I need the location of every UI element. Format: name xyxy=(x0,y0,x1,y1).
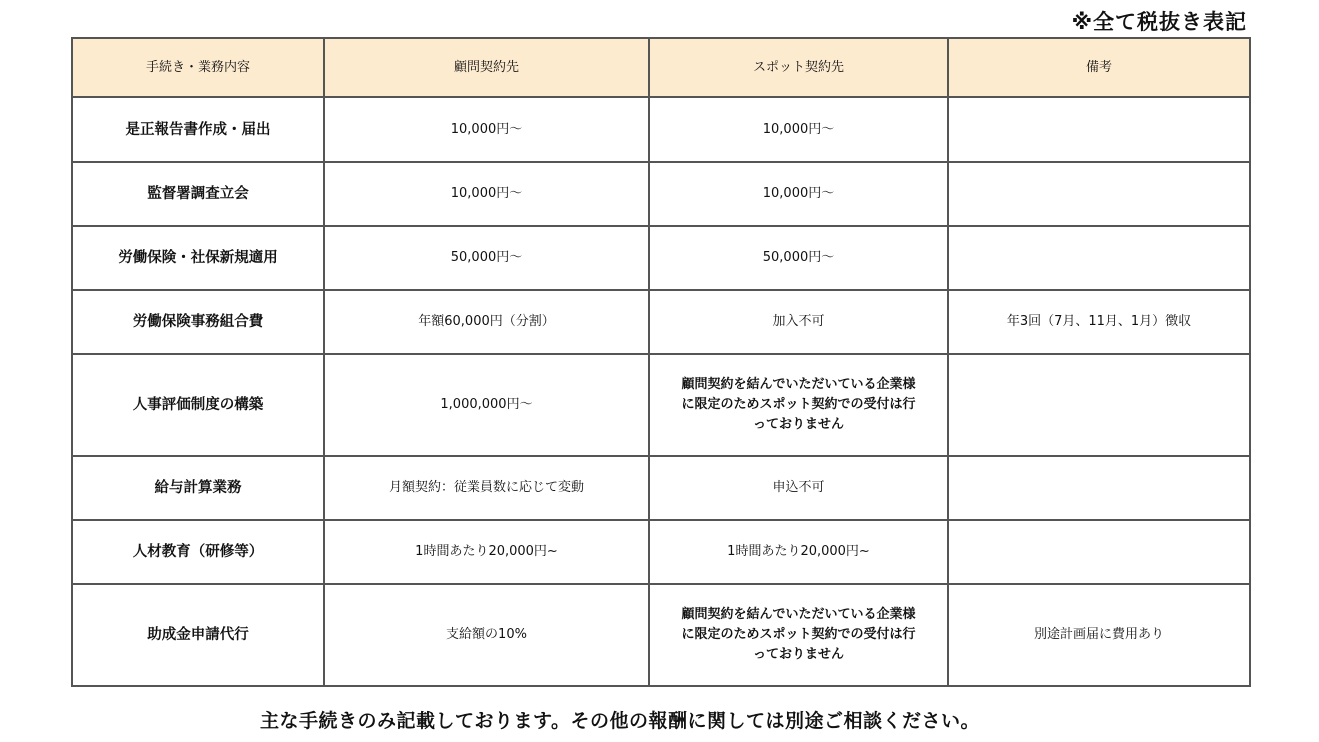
note-cell: 別途計画届に費用あり xyxy=(948,584,1250,686)
note-cell xyxy=(948,520,1250,584)
advisor-fee-cell: 年額60,000円（分割） xyxy=(324,290,649,354)
advisor-fee-cell: 1時間あたり20,000円~ xyxy=(324,520,649,584)
task-cell: 助成金申請代行 xyxy=(72,584,324,686)
spot-fee-cell: 1時間あたり20,000円~ xyxy=(649,520,948,584)
task-cell: 労働保険・社保新規適用 xyxy=(72,226,324,290)
table-row xyxy=(72,584,1250,686)
advisor-fee-cell: 10,000円～ xyxy=(324,97,649,162)
advisor-fee-cell: 支給額の10% xyxy=(324,584,649,686)
task-cell: 人事評価制度の構築 xyxy=(72,354,324,456)
table-row xyxy=(72,226,1250,290)
table-row xyxy=(72,162,1250,226)
spot-fee-cell: 顧問契約を結んでいただいている企業様に限定のためスポット契約での受付は行っておりません xyxy=(649,584,948,686)
header-task: 手続き・業務内容 xyxy=(72,38,324,97)
table-row xyxy=(72,97,1250,162)
note-cell: 年3回（7月、11月、1月）徴収 xyxy=(948,290,1250,354)
advisor-fee-cell: 50,000円～ xyxy=(324,226,649,290)
spot-fee-cell: 10,000円～ xyxy=(649,97,948,162)
note-cell xyxy=(948,456,1250,520)
spot-fee-cell: 申込不可 xyxy=(649,456,948,520)
spot-fee-cell: 50,000円～ xyxy=(649,226,948,290)
tax-note: ※全て税抜き表記 xyxy=(1071,10,1247,34)
header-spot: スポット契約先 xyxy=(649,38,948,97)
note-cell xyxy=(948,354,1250,456)
note-cell xyxy=(948,97,1250,162)
table-row xyxy=(72,290,1250,354)
table-row xyxy=(72,520,1250,584)
task-cell: 是正報告書作成・届出 xyxy=(72,97,324,162)
task-cell: 給与計算業務 xyxy=(72,456,324,520)
footer-note: 主な手続きのみ記載しております。その他の報酬に関しては別途ご相談ください。 xyxy=(260,710,980,732)
task-cell: 労働保険事務組合費 xyxy=(72,290,324,354)
header-note: 備考 xyxy=(948,38,1250,97)
advisor-fee-cell: 1,000,000円～ xyxy=(324,354,649,456)
fee-table xyxy=(71,37,1251,687)
header-advisor: 顧問契約先 xyxy=(324,38,649,97)
task-cell: 監督署調査立会 xyxy=(72,162,324,226)
table-row xyxy=(72,456,1250,520)
spot-fee-cell: 加入不可 xyxy=(649,290,948,354)
note-cell xyxy=(948,162,1250,226)
task-cell: 人材教育（研修等） xyxy=(72,520,324,584)
spot-fee-cell: 顧問契約を結んでいただいている企業様に限定のためスポット契約での受付は行っておりません xyxy=(649,354,948,456)
advisor-fee-cell: 10,000円～ xyxy=(324,162,649,226)
note-cell xyxy=(948,226,1250,290)
spot-fee-cell: 10,000円～ xyxy=(649,162,948,226)
table-header-row xyxy=(72,38,1250,97)
advisor-fee-cell: 月額契約：従業員数に応じて変動 xyxy=(324,456,649,520)
table-row xyxy=(72,354,1250,456)
